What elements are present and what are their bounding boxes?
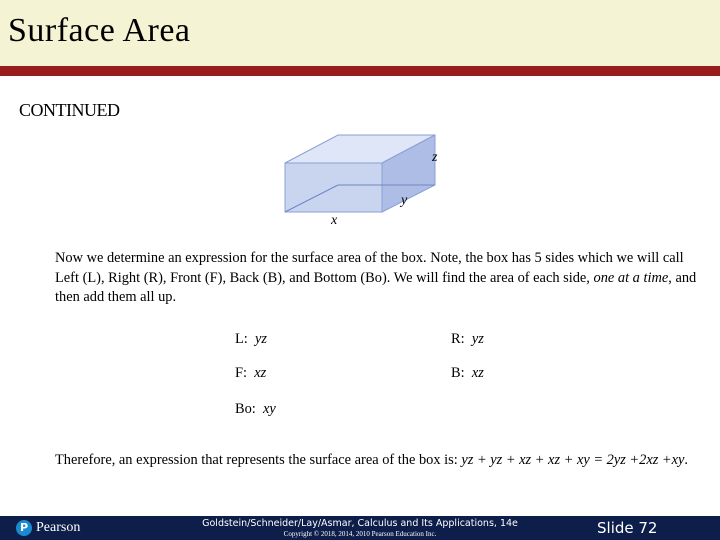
equation-label: Bo: — [235, 401, 256, 417]
paragraph-text-end: , and then add them all up. — [55, 269, 697, 305]
textbook-citation: Goldstein/Schneider/Lay/Asmar, Calculus and Its Applications, 14e — [202, 518, 518, 529]
conclusion-expression: yz + yz + xz + xz + xy = 2yz +2xz +xy — [461, 452, 685, 468]
equation-left — [235, 331, 267, 348]
dimension-x-label: x — [331, 213, 338, 228]
equation-label: F: — [235, 365, 248, 381]
equation-label: L: — [235, 331, 248, 347]
dimension-y-label: y — [401, 193, 408, 208]
equation-front — [235, 365, 266, 382]
slide-number: Slide 72 — [597, 519, 658, 537]
equation-label: R: — [451, 331, 465, 347]
copyright-notice: Copyright © 2018, 2014, 2010 Pearson Education Inc. — [283, 530, 437, 538]
open-box-figure — [280, 130, 460, 230]
equation-label: B: — [451, 365, 465, 381]
explanation-paragraph — [55, 249, 710, 308]
conclusion-paragraph — [55, 451, 695, 471]
equation-expr: xz — [254, 365, 267, 381]
dimension-z-label: z — [432, 150, 438, 165]
section-subtitle: CONTINUED — [19, 100, 120, 120]
slide-title: Surface Area — [8, 12, 191, 49]
conclusion-text: Therefore, an expression that represents the surface area of the box is: — [55, 452, 462, 468]
paragraph-emphasis: one at a time — [593, 269, 669, 286]
equation-right — [451, 331, 484, 348]
title-divider — [0, 66, 720, 76]
conclusion-end: . — [684, 452, 688, 468]
equation-bottom — [235, 401, 276, 418]
paragraph-text: Now we determine an expression for the surface area of the box. Note, the box has 5 sides which we will call Left (L), Right (R), Front (F), Back (B), and Bottom (Bo). We will find the area of each side, — [55, 250, 684, 286]
equation-expr: xz — [471, 365, 484, 381]
brand-name: Pearson — [36, 520, 81, 535]
equation-expr: xy — [263, 401, 276, 417]
equation-back — [451, 365, 484, 382]
pearson-logo-icon: P — [16, 520, 32, 536]
equation-expr: yz — [255, 331, 267, 347]
equation-expr: yz — [471, 331, 484, 347]
footer-bar — [0, 516, 720, 540]
